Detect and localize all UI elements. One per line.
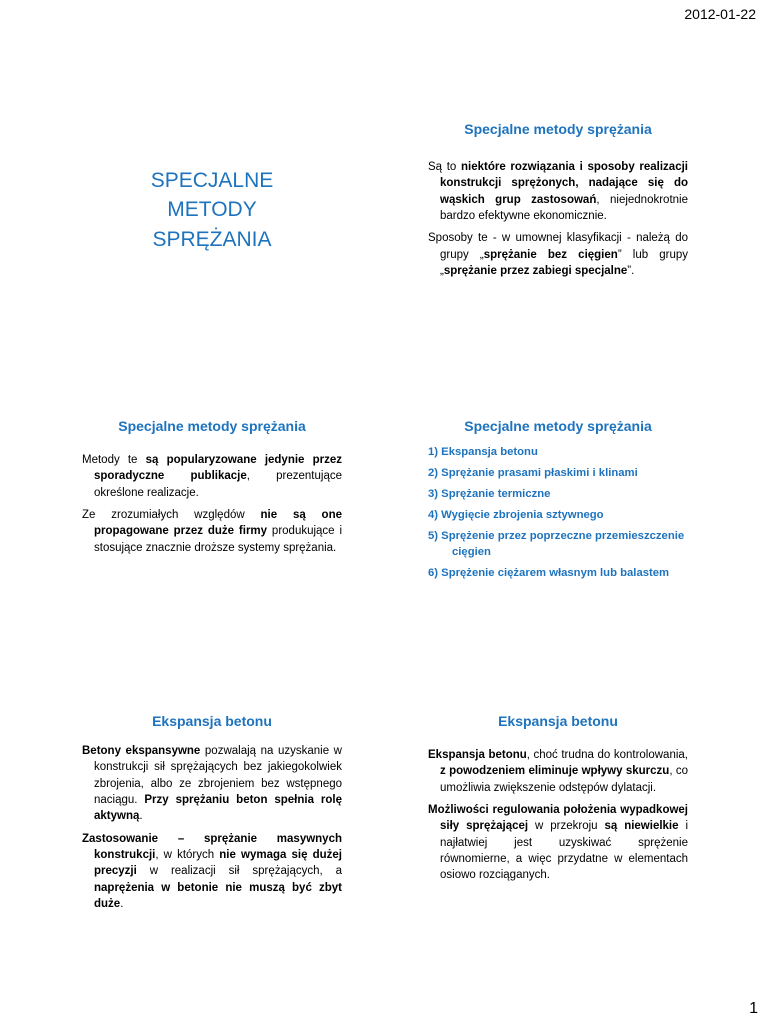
text-run: są niewielkie xyxy=(604,820,679,833)
slide-2-paragraph-1 xyxy=(428,159,688,224)
text-run: , w których xyxy=(155,848,220,861)
page-number: 1 xyxy=(749,1000,758,1017)
slide-6-title: Ekspansja betonu xyxy=(498,713,618,729)
text-run: ” lub grupy „ xyxy=(440,248,688,277)
slide-3-title: Specjalne metody sprężania xyxy=(118,418,306,434)
slide-3 xyxy=(82,418,342,562)
list-item: 6) Sprężenie ciężarem własnym lub balastem xyxy=(428,567,670,580)
text-run: w realizacji sił sprężających, a xyxy=(136,865,342,878)
document-date: 2012-01-22 xyxy=(684,6,756,22)
slide-4-title: Specjalne metody sprężania xyxy=(464,418,652,434)
title-line-3: SPRĘŻANIA xyxy=(152,227,272,251)
slide-4 xyxy=(428,418,688,586)
slide-2-title: Specjalne metody sprężania xyxy=(464,121,652,137)
text-run: Możliwości regulowania położenia wypadkowej siły sprężającej xyxy=(428,803,688,833)
text-run: niektóre rozwiązania i sposoby realizacji konstrukcji sprężonych, nadające się do wąskich grup zastosowań xyxy=(440,161,688,206)
slide-6 xyxy=(428,713,688,890)
text-run: Metody te xyxy=(82,454,146,466)
text-run: Przy sprężaniu beton spełnia rolę aktywną xyxy=(94,793,342,823)
text-run: naprężenia w betonie nie muszą być zbyt duże xyxy=(94,881,342,910)
slide-2 xyxy=(428,121,688,285)
text-run: , prezentujące określone realizacje. xyxy=(94,470,342,499)
slide-5-title: Ekspansja betonu xyxy=(152,713,272,729)
text-run: sprężanie przez zabiegi specjalne xyxy=(443,264,628,277)
text-run: nie są one propagowane przez duże firmy xyxy=(94,508,342,538)
list-item: 3) Sprężanie termiczne xyxy=(428,488,551,501)
text-run: Są to xyxy=(428,161,461,173)
slide-6-paragraph-1 xyxy=(428,747,688,796)
list-item: 1) Ekspansja betonu xyxy=(428,446,538,458)
text-run: pozwalają na uzyskanie w konstrukcji sił sprężających bez jakiegokolwiek zbrojenia, albo ze zbrojeniem bez wstępnego naciągu. xyxy=(94,745,342,806)
slide-5-paragraph-1 xyxy=(82,743,342,825)
text-run: w przekroju xyxy=(528,820,605,833)
slide-5 xyxy=(82,713,342,918)
list-item: 4) Wygięcie zbrojenia sztywnego xyxy=(428,509,604,522)
text-run: . xyxy=(139,810,143,823)
list-item: 5) Sprężenie przez poprzeczne przemieszczenie cięgien xyxy=(428,530,685,559)
text-run: , co umożliwia zwiększenie odstępów dylatacji. xyxy=(440,765,688,794)
text-run: produkujące i stosujące znacznie droższe systemy sprężania. xyxy=(94,525,342,554)
slide-3-paragraph-2 xyxy=(82,507,342,556)
slide-6-paragraph-2 xyxy=(428,802,688,884)
slide-3-paragraph-1 xyxy=(82,452,342,501)
text-run: , niejednokrotnie bardzo efektywne ekonomicznie. xyxy=(440,193,688,222)
text-run: są popularyzowane jedynie przez sporadyczne publikacje xyxy=(94,454,342,483)
text-run: . xyxy=(120,897,124,910)
slide-1-title xyxy=(82,166,342,254)
slide-5-paragraph-2 xyxy=(82,831,342,913)
title-line-1: SPECJALNE xyxy=(150,169,274,192)
text-run: Ekspansja betonu xyxy=(428,749,527,761)
text-run: nie wymaga się dużej precyzji xyxy=(94,848,342,878)
text-run: Betony ekspansywne xyxy=(82,745,201,757)
text-run: Sposoby te - w umownej klasyfikacji - należą do grupy „ xyxy=(428,232,688,261)
slide-1 xyxy=(82,166,342,254)
slide-2-paragraph-2 xyxy=(428,230,688,279)
title-line-2: METODY xyxy=(167,198,257,222)
text-run: , choć trudna do kontrolowania, xyxy=(526,749,688,761)
text-run: Zastosowanie – sprężanie masywnych konstrukcji xyxy=(82,832,342,861)
text-run: sprężanie bez cięgien xyxy=(483,248,618,261)
methods-list xyxy=(428,444,688,581)
text-run: i najłatwiej jest uzyskiwać sprężenie równomierne, a więc przydatne w elementach osiowo rozciąganych. xyxy=(440,820,689,882)
list-item: 2) Sprężanie prasami płaskimi i klinami xyxy=(428,467,638,480)
text-run: ”. xyxy=(627,264,635,277)
text-run: z powodzeniem eliminuje wpływy skurczu xyxy=(440,765,670,778)
text-run: Ze zrozumiałych względów xyxy=(82,508,261,521)
